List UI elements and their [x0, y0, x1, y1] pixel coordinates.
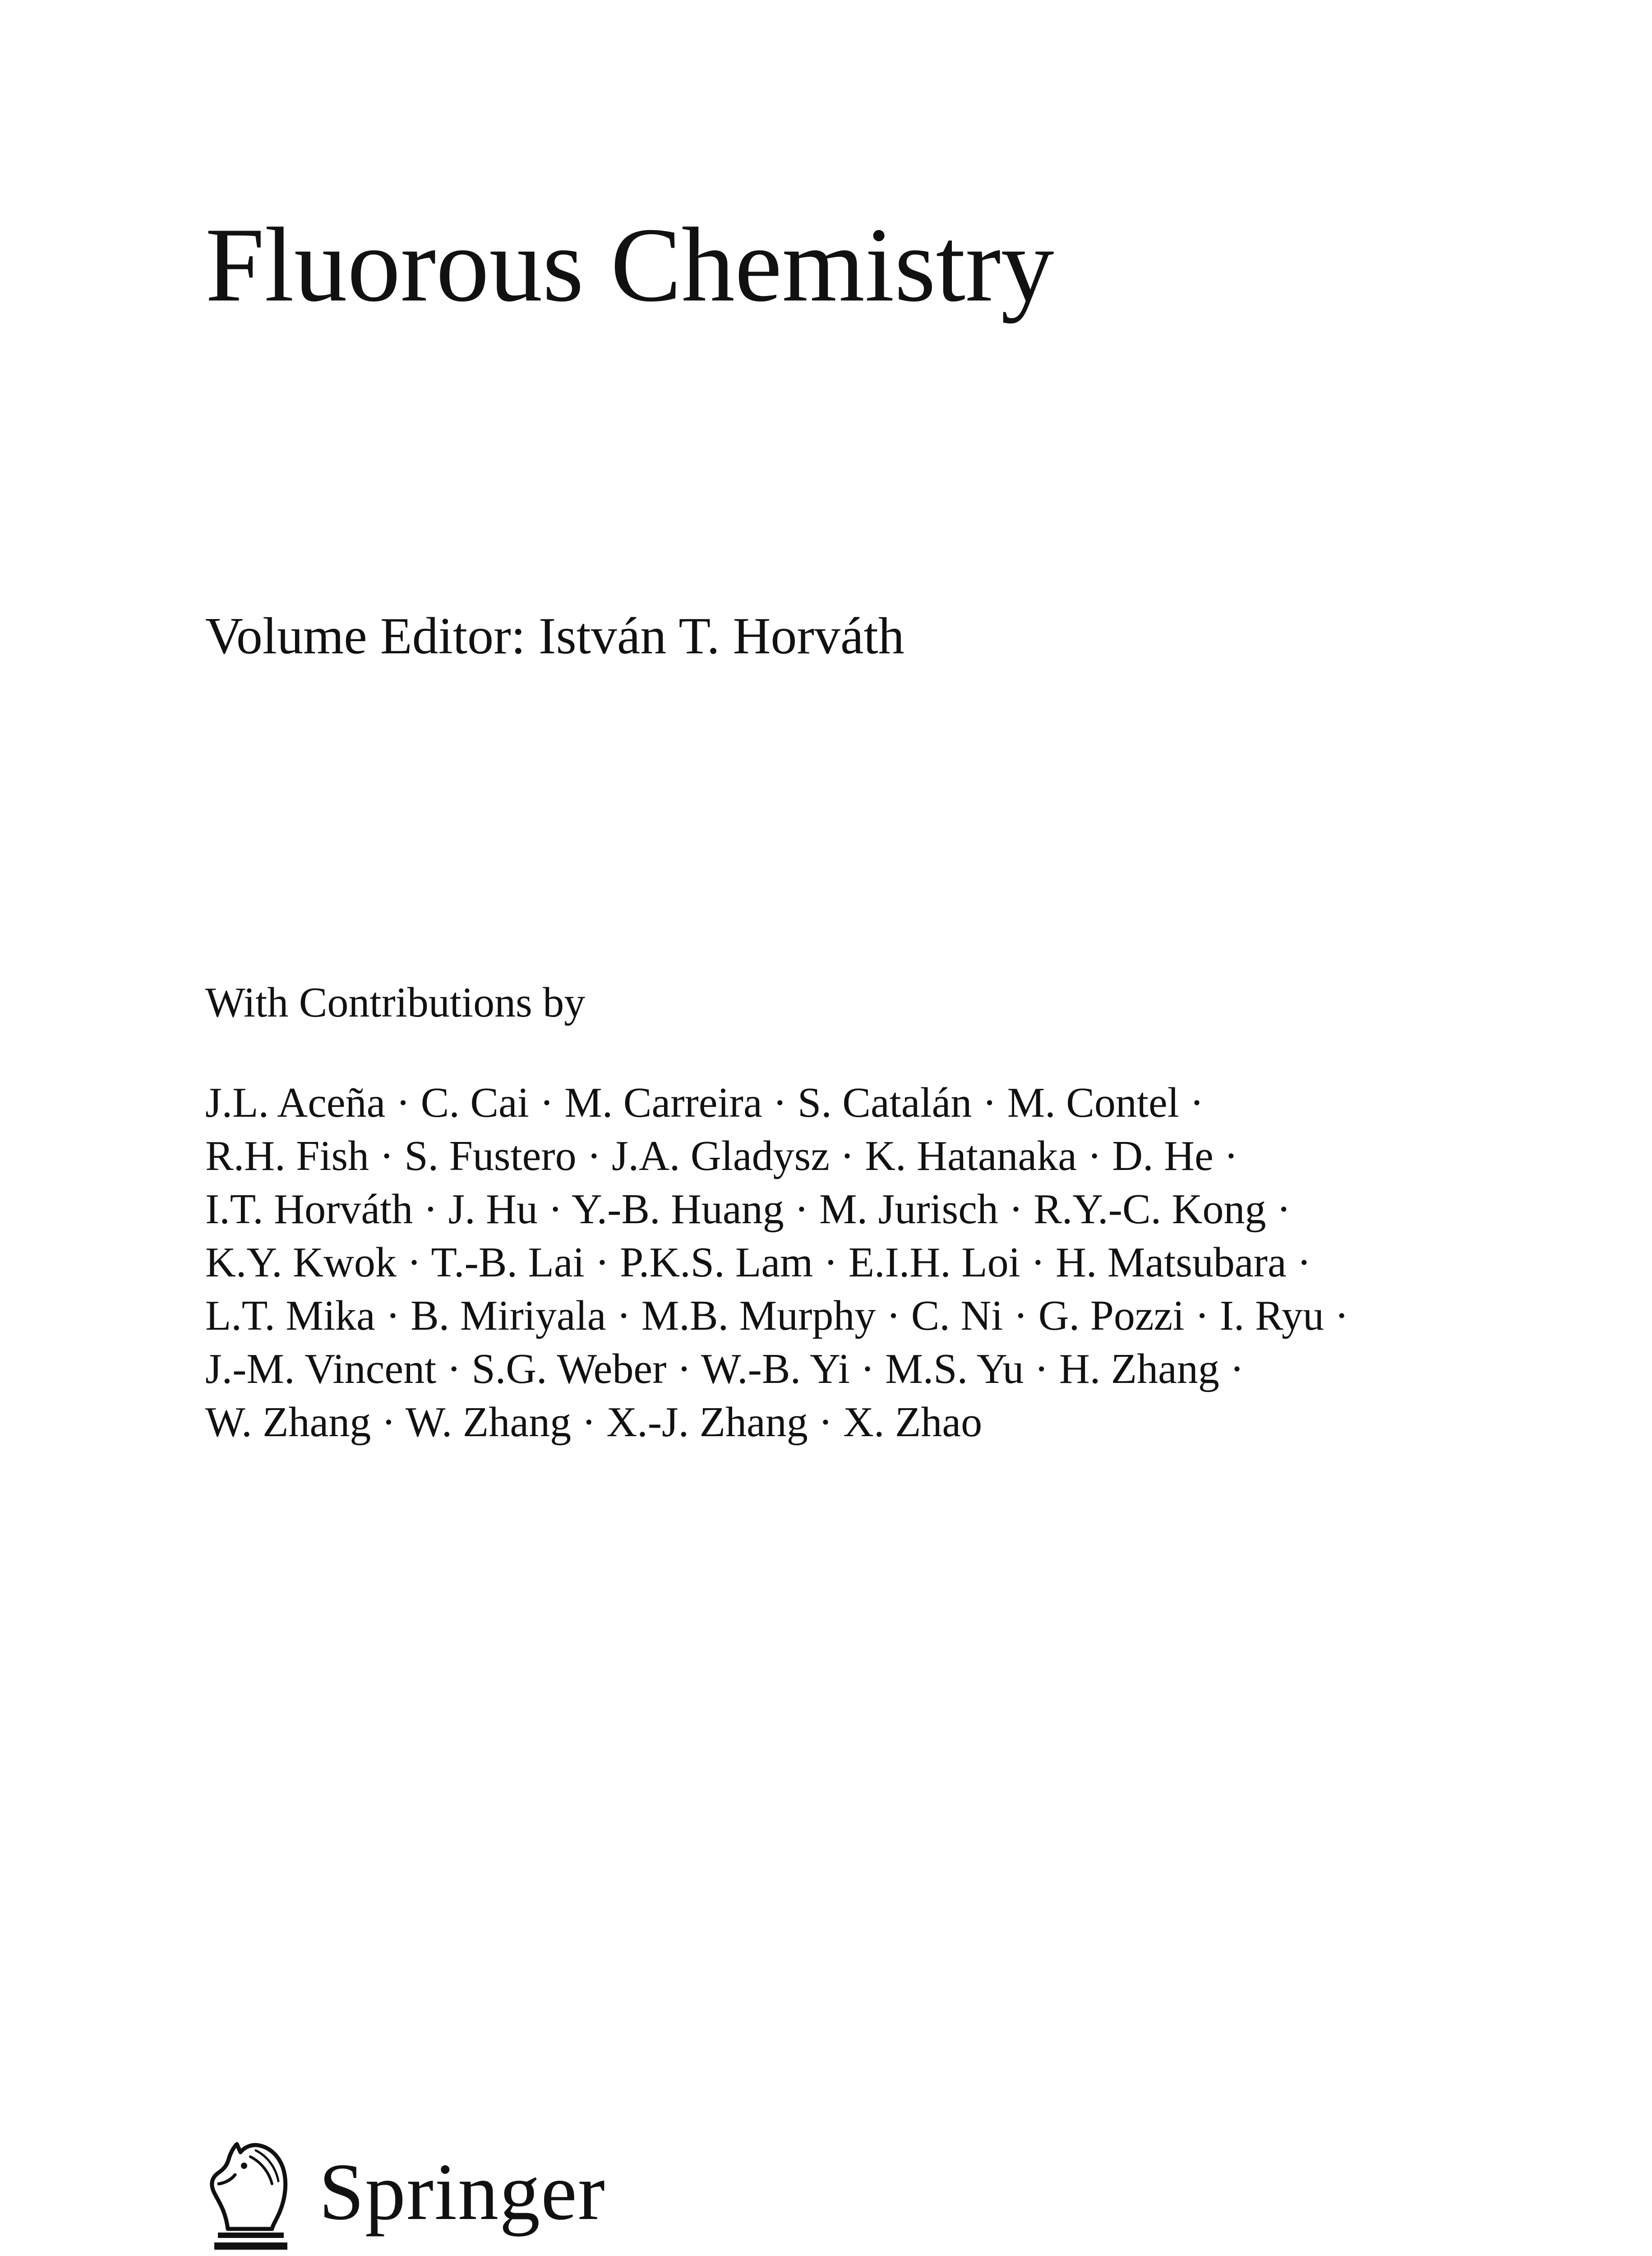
- book-title: Fluorous Chemistry: [205, 206, 1054, 324]
- contributors-line: I.T. Horváth · J. Hu · Y.-B. Huang · M. Jurisch · R.Y.-C. Kong ·: [205, 1186, 1291, 1233]
- volume-editor: Volume Editor: István T. Horváth: [205, 607, 904, 665]
- contributors-line: K.Y. Kwok · T.-B. Lai · P.K.S. Lam · E.I.H. Loi · H. Matsubara ·: [205, 1239, 1311, 1286]
- publisher-name: Springer: [319, 2147, 606, 2237]
- contributors-line: J.L. Aceña · C. Cai · M. Carreira · S. Catalán · M. Contel ·: [205, 1079, 1204, 1126]
- publisher-logo: [201, 2134, 652, 2256]
- knight-chess-piece-icon: [201, 2134, 300, 2256]
- contributors-line: J.-M. Vincent · S.G. Weber · W.-B. Yi · M.S. Yu · H. Zhang ·: [205, 1345, 1244, 1392]
- contributors-line: R.H. Fish · S. Fustero · J.A. Gladysz · K. Hatanaka · D. He ·: [205, 1133, 1238, 1179]
- contributors-line: W. Zhang · W. Zhang · X.-J. Zhang · X. Zhao: [205, 1399, 983, 1446]
- contributors-list: [205, 1076, 1349, 1449]
- contributions-heading: With Contributions by: [205, 979, 586, 1026]
- contributors-line: L.T. Mika · B. Miriyala · M.B. Murphy · C. Ni · G. Pozzi · I. Ryu ·: [205, 1292, 1349, 1339]
